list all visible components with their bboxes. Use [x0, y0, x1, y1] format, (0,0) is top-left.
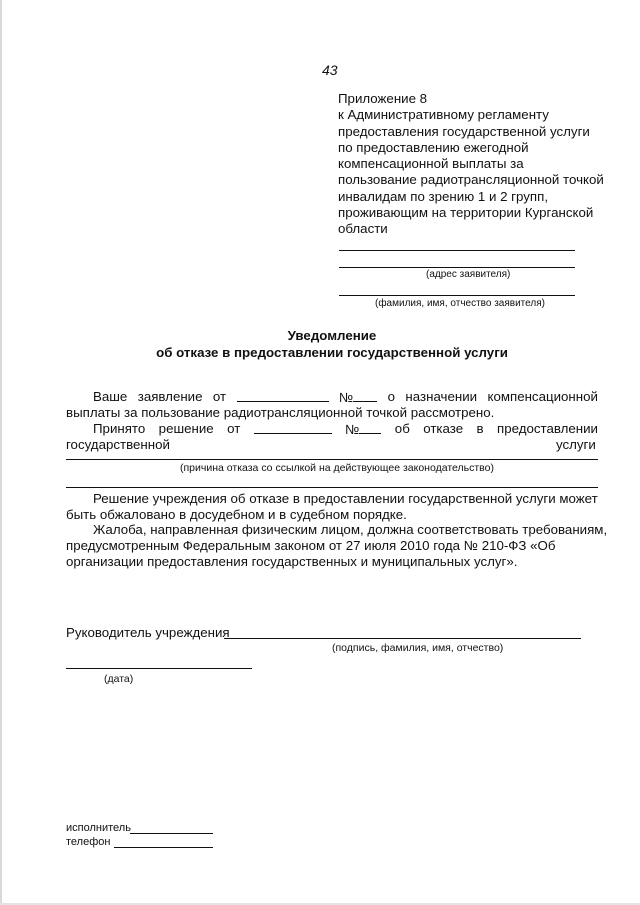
notice-title: Уведомление — [287, 328, 377, 343]
date-line[interactable] — [66, 668, 252, 669]
para4-line2: предусмотренным Федеральным законом от 27 июля 2010 года № 210-ФЗ «Об — [66, 538, 556, 553]
signature-caption: (подпись, фамилия, имя, отчество) — [332, 642, 504, 654]
para1-line2: выплаты за пользование радиотрансляционной точкой рассмотрено. — [66, 405, 495, 420]
word: о — [387, 389, 396, 404]
number-sign: № — [345, 422, 360, 437]
phone-label: телефон — [66, 836, 111, 848]
scan-edge-left — [0, 0, 2, 905]
appendix-block — [338, 91, 604, 238]
word: от — [227, 421, 241, 436]
appendix-line: области — [338, 221, 388, 237]
word: назначении — [405, 389, 478, 404]
para1-line1 — [93, 389, 598, 405]
decision-number-field[interactable] — [359, 421, 381, 434]
address-line-2[interactable] — [339, 267, 575, 268]
address-line-1[interactable] — [339, 250, 575, 251]
para2-line1 — [93, 421, 598, 437]
decision-date-field[interactable] — [254, 421, 332, 434]
word: об — [394, 421, 410, 436]
para3-line1: Решение учреждения об отказе в предоставлении государственной услуги может — [93, 491, 598, 506]
refusal-reason-line-2[interactable] — [66, 487, 598, 488]
word: Принято — [93, 421, 146, 436]
appendix-line: Приложение 8 — [338, 91, 428, 106]
refusal-reason-caption: (причина отказа со ссылкой на действующее законодательство) — [180, 462, 494, 474]
application-date-field[interactable] — [237, 389, 329, 402]
para3-line2: быть обжаловано в досудебном и в судебном порядке. — [66, 507, 407, 522]
date-caption: (дата) — [104, 673, 134, 685]
word: от — [212, 389, 227, 404]
number-sign: № — [338, 390, 354, 405]
appendix-line: инвалидам по зрению 1 и 2 групп, — [338, 188, 549, 204]
notice-subtitle: об отказе в предоставлении государственной услуги — [156, 345, 508, 360]
word: предоставлении — [497, 421, 598, 436]
word: решение — [158, 421, 214, 436]
head-label: Руководитель учреждения — [66, 625, 230, 640]
phone-line[interactable] — [114, 847, 213, 848]
applicant-name-line[interactable] — [339, 295, 575, 296]
signature-line[interactable] — [224, 638, 581, 639]
appendix-line: компенсационной выплаты за — [338, 156, 524, 172]
appendix-line: по предоставлению ежегодной — [338, 139, 529, 155]
word: компенсационной — [487, 389, 598, 404]
appendix-line: к Административному регламенту — [338, 107, 549, 123]
word: в — [476, 421, 484, 436]
appendix-line: предоставления государственной услуги — [338, 123, 590, 139]
word: Ваше — [93, 389, 128, 404]
word: заявление — [137, 389, 203, 404]
appendix-line: проживающим на территории Курганской — [338, 205, 594, 221]
para4-line3: организации предоставления государственных и муниципальных услуг». — [66, 554, 518, 569]
refusal-reason-line[interactable] — [66, 459, 598, 460]
executor-label: исполнитель — [66, 822, 131, 834]
para4-line1: Жалоба, направленная физическим лицом, должна соответствовать требованиям, — [93, 522, 608, 537]
executor-line[interactable] — [130, 833, 213, 834]
para2-line2-left: государственной — [66, 437, 170, 452]
page-number: 43 — [322, 62, 338, 78]
para2-line2-right: услуги — [556, 437, 596, 452]
word: отказе — [423, 421, 464, 436]
application-number-field[interactable] — [353, 389, 377, 402]
appendix-line: пользование радиотрансляционной точкой — [338, 172, 604, 188]
address-caption: (адрес заявителя) — [426, 269, 511, 280]
applicant-name-caption: (фамилия, имя, отчество заявителя) — [375, 298, 545, 309]
